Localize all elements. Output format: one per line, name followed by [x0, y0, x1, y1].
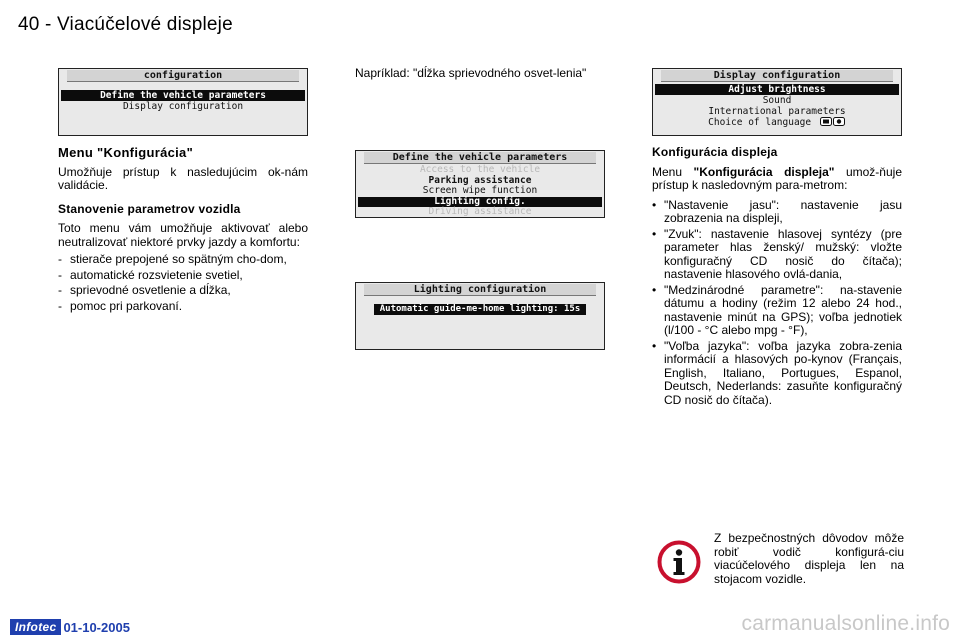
screen-row: Screen wipe function [422, 185, 538, 196]
screen-row-faded: Access to the vehicle [419, 164, 541, 175]
list-item: - sprievodné osvetlenie a dĺžka, [58, 283, 231, 297]
screen-vehicle-parameters [355, 150, 605, 218]
section-heading: Konfigurácia displeja [652, 145, 778, 159]
screen-title: configuration [67, 70, 299, 82]
screen-row-label: Choice of language [708, 117, 812, 128]
screen-title: Define the vehicle parameters [364, 152, 596, 164]
screen-row-faded: Driving assistance [428, 206, 532, 217]
list-item: • "Nastavenie jasu": nastavenie jasu zobrazenia na displeji, [652, 197, 902, 225]
middle-column [355, 67, 605, 91]
list-item: - automatické rozsvietenie svetiel, [58, 267, 243, 282]
screen-row: Sound [762, 95, 792, 106]
example-caption: Napríklad: "dĺžka sprievodného osvet-lenia" [355, 66, 587, 80]
safety-note-text: Z bezpečnostných dôvodov môže robiť vodič konfigurá-ciu viacúčelového displeja len na stojacom vozidle. [714, 531, 904, 586]
subsection-body: Toto menu vám umožňuje aktivovať alebo neutralizovať niektoré prvky jazdy a komfortu: [58, 221, 308, 249]
section-intro: Umožňuje prístup k nasledujúcim ok-nám validácie. [58, 164, 308, 192]
footer-date: 01-10-2005 [63, 619, 130, 635]
screen-title: Display configuration [661, 70, 893, 82]
screen-display-configuration [652, 68, 902, 136]
language-flags-icon [820, 117, 846, 126]
infotec-logo: Infotec [10, 619, 61, 635]
screen-row-selected: Lighting config. [358, 197, 602, 208]
screen-row [653, 117, 901, 128]
list-item: • "Medzinárodné parametre": na-stavenie dátumu a hodiny (režim 12 alebo 24 hod., nastavenie minút na GPS); voľba jednotiek (l/100 - °C alebo mpg - °F), [652, 282, 902, 337]
list-item: - stierače prepojené so spätným cho-dom, [58, 252, 287, 266]
feature-list [58, 253, 308, 313]
left-column [58, 146, 308, 315]
parameter-list [652, 199, 902, 408]
safety-note [652, 532, 904, 588]
screen-row: International parameters [708, 106, 846, 117]
screen-configuration-menu [58, 68, 308, 136]
screen-row: Display configuration [122, 101, 244, 112]
screen-row-selected: Adjust brightness [655, 84, 899, 95]
screen-row-selected: Define the vehicle parameters [61, 90, 305, 101]
screen-title: Lighting configuration [364, 284, 596, 296]
section-body: Menu "Konfigurácia displeja" umož-ňuje prístup k nasledovným para-metrom: [652, 164, 902, 192]
watermark: carmanualsonline.info [741, 612, 950, 635]
list-item: • "Zvuk": nastavenie hlasovej syntézy (pre parameter hlas ženský/ mužský: vložte konfiguračný CD nosič do čítača); nastavenie hlasového ovlá-dania, [652, 226, 902, 281]
section-heading: Menu "Konfigurácia" [58, 145, 194, 160]
screen-row: Parking assistance [428, 174, 532, 186]
screen-row-selected: Automatic guide-me-home lighting: 15s [374, 304, 586, 315]
right-column [652, 146, 902, 409]
list-item: - pomoc pri parkovaní. [58, 298, 183, 313]
screen-lighting-configuration [355, 282, 605, 350]
menu-name: "Konfigurácia displeja" [693, 164, 835, 179]
page-header: 40 - Viacúčelové displeje [18, 14, 233, 35]
footer [10, 619, 130, 635]
subsection-heading: Stanovenie parametrov vozidla [58, 201, 241, 216]
info-circle-icon [657, 540, 701, 584]
list-item: • "Voľba jazyka": voľba jazyka zobra-zenia informácií a hlasových po-kynov (Français, English, Italiano, Portugues, Espanol, Deutsch, Nederlands: zasuňte konfiguračný CD nosič do čítača). [652, 338, 902, 407]
